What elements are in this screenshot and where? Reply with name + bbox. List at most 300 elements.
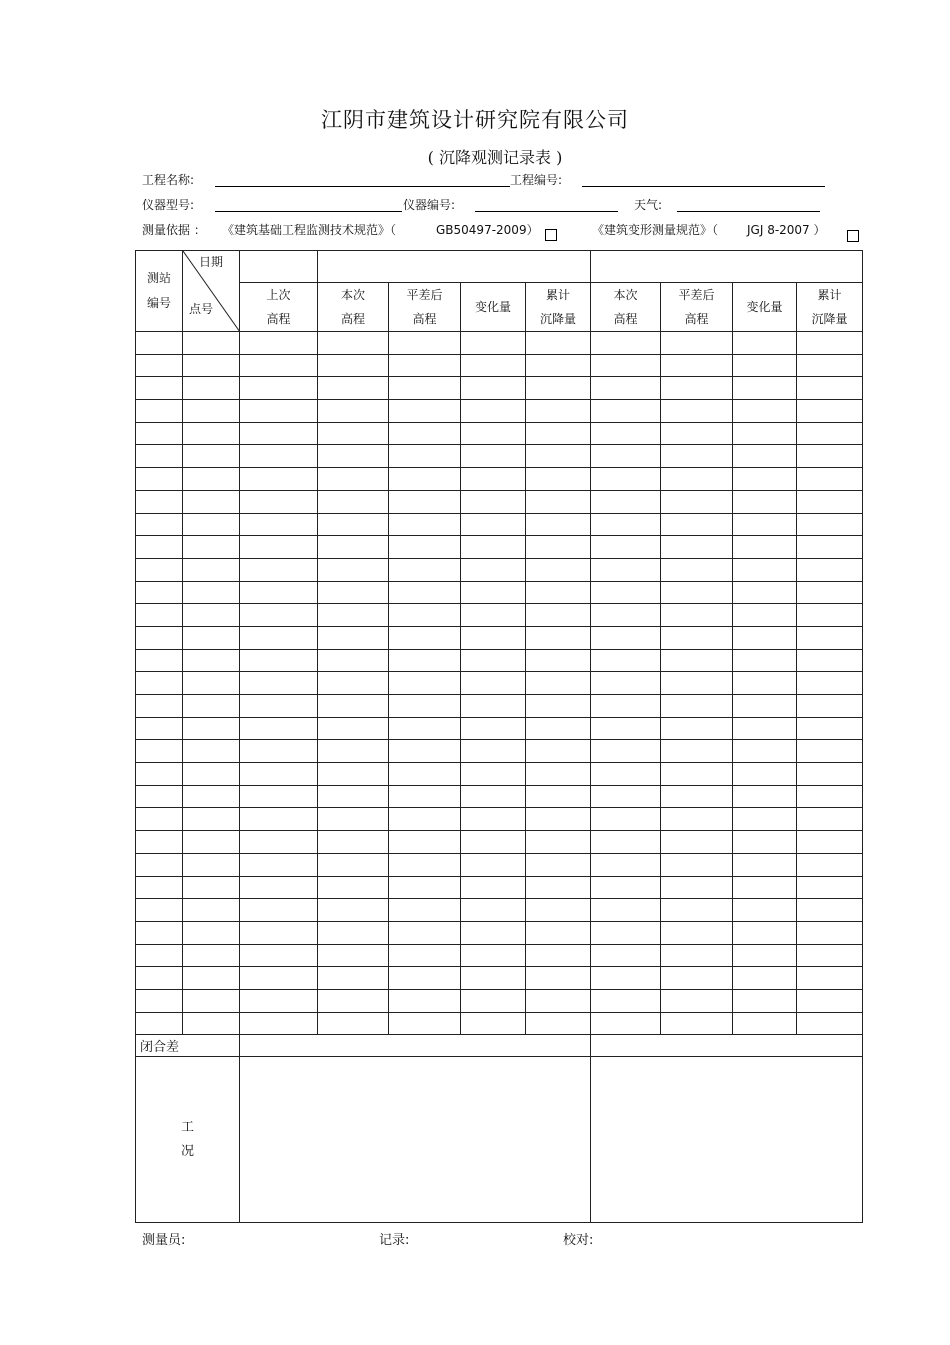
table-cell[interactable] [240,354,318,377]
table-cell[interactable] [183,445,240,468]
table-cell[interactable] [797,899,863,922]
table-cell[interactable] [526,921,591,944]
table-cell[interactable] [591,649,661,672]
table-cell[interactable] [591,422,661,445]
table-cell[interactable] [183,695,240,718]
table-cell[interactable] [183,332,240,355]
table-cell[interactable] [526,944,591,967]
table-cell[interactable] [183,649,240,672]
table-cell[interactable] [136,695,183,718]
condition-cell-2[interactable] [591,1057,863,1223]
table-cell[interactable] [389,695,461,718]
table-cell[interactable] [661,740,733,763]
table-cell[interactable] [591,1012,661,1035]
table-cell[interactable] [240,490,318,513]
table-cell[interactable] [183,468,240,491]
table-cell[interactable] [461,581,526,604]
table-cell[interactable] [797,763,863,786]
table-cell[interactable] [797,672,863,695]
table-cell[interactable] [591,445,661,468]
table-cell[interactable] [661,944,733,967]
table-cell[interactable] [183,717,240,740]
table-cell[interactable] [389,785,461,808]
table-cell[interactable] [183,626,240,649]
table-cell[interactable] [240,581,318,604]
table-cell[interactable] [661,422,733,445]
table-cell[interactable] [240,400,318,423]
table-cell[interactable] [591,876,661,899]
table-cell[interactable] [240,672,318,695]
table-cell[interactable] [661,672,733,695]
table-cell[interactable] [136,967,183,990]
table-cell[interactable] [183,831,240,854]
table-cell[interactable] [240,558,318,581]
table-cell[interactable] [318,626,389,649]
table-cell[interactable] [318,581,389,604]
table-cell[interactable] [318,989,389,1012]
table-cell[interactable] [461,354,526,377]
table-cell[interactable] [733,717,797,740]
table-cell[interactable] [240,808,318,831]
table-cell[interactable] [183,989,240,1012]
table-cell[interactable] [526,536,591,559]
table-cell[interactable] [526,695,591,718]
table-cell[interactable] [733,785,797,808]
table-cell[interactable] [797,377,863,400]
table-cell[interactable] [136,581,183,604]
table-cell[interactable] [136,558,183,581]
table-cell[interactable] [240,785,318,808]
table-cell[interactable] [733,695,797,718]
table-cell[interactable] [461,400,526,423]
table-cell[interactable] [183,785,240,808]
table-cell[interactable] [461,853,526,876]
table-cell[interactable] [389,740,461,763]
table-cell[interactable] [389,377,461,400]
table-cell[interactable] [136,899,183,922]
table-cell[interactable] [183,604,240,627]
table-cell[interactable] [461,626,526,649]
table-cell[interactable] [733,354,797,377]
table-cell[interactable] [661,967,733,990]
table-cell[interactable] [733,422,797,445]
table-cell[interactable] [733,831,797,854]
table-cell[interactable] [797,944,863,967]
table-cell[interactable] [733,468,797,491]
table-cell[interactable] [661,468,733,491]
table-cell[interactable] [136,853,183,876]
table-cell[interactable] [389,808,461,831]
table-cell[interactable] [389,831,461,854]
closure-error-cell-1[interactable] [240,1035,591,1057]
table-cell[interactable] [183,763,240,786]
table-cell[interactable] [240,536,318,559]
table-cell[interactable] [389,944,461,967]
table-cell[interactable] [733,377,797,400]
table-cell[interactable] [136,831,183,854]
project-name-field[interactable] [215,186,510,187]
table-cell[interactable] [733,672,797,695]
table-cell[interactable] [389,558,461,581]
table-cell[interactable] [526,876,591,899]
table-cell[interactable] [183,377,240,400]
table-cell[interactable] [136,785,183,808]
table-cell[interactable] [461,808,526,831]
project-no-field[interactable] [582,186,825,187]
table-cell[interactable] [461,785,526,808]
table-cell[interactable] [661,876,733,899]
table-cell[interactable] [136,490,183,513]
table-cell[interactable] [661,626,733,649]
table-cell[interactable] [389,1012,461,1035]
table-cell[interactable] [240,876,318,899]
table-cell[interactable] [240,989,318,1012]
table-cell[interactable] [461,332,526,355]
table-cell[interactable] [661,785,733,808]
table-cell[interactable] [461,649,526,672]
table-cell[interactable] [389,490,461,513]
table-cell[interactable] [136,445,183,468]
table-cell[interactable] [733,445,797,468]
table-cell[interactable] [318,967,389,990]
table-cell[interactable] [136,740,183,763]
date-cell-group-2[interactable] [591,251,863,283]
table-cell[interactable] [797,400,863,423]
table-cell[interactable] [733,853,797,876]
table-cell[interactable] [389,536,461,559]
table-cell[interactable] [733,944,797,967]
table-cell[interactable] [183,853,240,876]
table-cell[interactable] [389,604,461,627]
table-cell[interactable] [461,672,526,695]
table-cell[interactable] [591,490,661,513]
table-cell[interactable] [591,944,661,967]
table-cell[interactable] [389,672,461,695]
table-cell[interactable] [526,558,591,581]
table-cell[interactable] [591,717,661,740]
table-cell[interactable] [318,717,389,740]
table-cell[interactable] [183,1012,240,1035]
table-cell[interactable] [318,808,389,831]
table-cell[interactable] [318,536,389,559]
table-cell[interactable] [136,400,183,423]
table-cell[interactable] [526,831,591,854]
table-cell[interactable] [136,513,183,536]
table-cell[interactable] [797,604,863,627]
table-cell[interactable] [591,695,661,718]
table-cell[interactable] [797,649,863,672]
table-cell[interactable] [183,740,240,763]
table-cell[interactable] [461,967,526,990]
table-cell[interactable] [661,490,733,513]
table-cell[interactable] [240,626,318,649]
table-cell[interactable] [661,831,733,854]
table-cell[interactable] [318,332,389,355]
table-cell[interactable] [240,604,318,627]
table-cell[interactable] [461,468,526,491]
table-cell[interactable] [733,808,797,831]
table-cell[interactable] [797,717,863,740]
table-cell[interactable] [591,626,661,649]
table-cell[interactable] [733,581,797,604]
table-cell[interactable] [591,808,661,831]
condition-cell-1[interactable] [240,1057,591,1223]
table-cell[interactable] [389,921,461,944]
table-cell[interactable] [240,445,318,468]
table-cell[interactable] [318,785,389,808]
table-cell[interactable] [240,649,318,672]
table-cell[interactable] [389,626,461,649]
table-cell[interactable] [733,899,797,922]
table-cell[interactable] [461,831,526,854]
table-cell[interactable] [797,513,863,536]
table-cell[interactable] [526,354,591,377]
table-cell[interactable] [389,853,461,876]
table-cell[interactable] [461,445,526,468]
table-cell[interactable] [318,853,389,876]
table-cell[interactable] [318,1012,389,1035]
table-cell[interactable] [183,536,240,559]
table-cell[interactable] [318,445,389,468]
table-cell[interactable] [183,558,240,581]
table-cell[interactable] [183,672,240,695]
table-cell[interactable] [733,876,797,899]
table-cell[interactable] [183,808,240,831]
table-cell[interactable] [661,558,733,581]
table-cell[interactable] [183,422,240,445]
table-cell[interactable] [591,899,661,922]
table-cell[interactable] [461,899,526,922]
table-cell[interactable] [461,604,526,627]
table-cell[interactable] [183,513,240,536]
table-cell[interactable] [136,468,183,491]
table-cell[interactable] [661,332,733,355]
table-cell[interactable] [797,989,863,1012]
table-cell[interactable] [136,672,183,695]
table-cell[interactable] [526,967,591,990]
table-cell[interactable] [461,717,526,740]
table-cell[interactable] [240,1012,318,1035]
table-cell[interactable] [661,853,733,876]
table-cell[interactable] [661,513,733,536]
table-cell[interactable] [318,876,389,899]
table-cell[interactable] [183,876,240,899]
table-cell[interactable] [526,785,591,808]
table-cell[interactable] [733,536,797,559]
table-cell[interactable] [183,490,240,513]
table-cell[interactable] [526,490,591,513]
table-cell[interactable] [240,717,318,740]
table-cell[interactable] [733,558,797,581]
table-cell[interactable] [591,377,661,400]
table-cell[interactable] [136,332,183,355]
table-cell[interactable] [526,763,591,786]
table-cell[interactable] [461,536,526,559]
table-cell[interactable] [591,332,661,355]
table-cell[interactable] [240,763,318,786]
table-cell[interactable] [526,581,591,604]
table-cell[interactable] [797,808,863,831]
table-cell[interactable] [526,445,591,468]
table-cell[interactable] [797,695,863,718]
table-cell[interactable] [733,1012,797,1035]
table-cell[interactable] [526,740,591,763]
table-cell[interactable] [661,536,733,559]
table-cell[interactable] [733,921,797,944]
table-cell[interactable] [389,513,461,536]
table-cell[interactable] [797,1012,863,1035]
table-cell[interactable] [591,468,661,491]
table-cell[interactable] [733,490,797,513]
table-cell[interactable] [240,853,318,876]
table-cell[interactable] [240,332,318,355]
table-cell[interactable] [591,740,661,763]
table-cell[interactable] [136,536,183,559]
table-cell[interactable] [733,649,797,672]
table-cell[interactable] [526,989,591,1012]
table-cell[interactable] [389,763,461,786]
table-cell[interactable] [797,967,863,990]
table-cell[interactable] [183,944,240,967]
weather-field[interactable] [677,211,820,212]
table-cell[interactable] [526,604,591,627]
table-cell[interactable] [461,944,526,967]
table-cell[interactable] [318,513,389,536]
table-cell[interactable] [591,853,661,876]
table-cell[interactable] [797,921,863,944]
table-cell[interactable] [591,581,661,604]
table-cell[interactable] [240,899,318,922]
table-cell[interactable] [461,1012,526,1035]
table-cell[interactable] [461,989,526,1012]
table-cell[interactable] [240,513,318,536]
table-cell[interactable] [526,513,591,536]
table-cell[interactable] [733,967,797,990]
table-cell[interactable] [136,763,183,786]
table-cell[interactable] [461,558,526,581]
table-cell[interactable] [661,921,733,944]
table-cell[interactable] [461,876,526,899]
instrument-model-field[interactable] [215,211,402,212]
table-cell[interactable] [797,876,863,899]
table-cell[interactable] [389,332,461,355]
table-cell[interactable] [461,422,526,445]
table-cell[interactable] [240,422,318,445]
table-cell[interactable] [318,422,389,445]
table-cell[interactable] [389,967,461,990]
table-cell[interactable] [240,944,318,967]
table-cell[interactable] [183,967,240,990]
table-cell[interactable] [797,558,863,581]
table-cell[interactable] [797,626,863,649]
table-cell[interactable] [318,944,389,967]
table-cell[interactable] [461,490,526,513]
table-cell[interactable] [733,332,797,355]
table-cell[interactable] [797,468,863,491]
table-cell[interactable] [661,1012,733,1035]
table-cell[interactable] [526,649,591,672]
table-cell[interactable] [526,853,591,876]
table-cell[interactable] [526,717,591,740]
table-cell[interactable] [661,989,733,1012]
table-cell[interactable] [318,831,389,854]
table-cell[interactable] [318,763,389,786]
table-cell[interactable] [661,763,733,786]
table-cell[interactable] [389,649,461,672]
table-cell[interactable] [797,354,863,377]
table-cell[interactable] [526,899,591,922]
table-cell[interactable] [526,808,591,831]
table-cell[interactable] [661,377,733,400]
table-cell[interactable] [591,400,661,423]
table-cell[interactable] [318,672,389,695]
table-cell[interactable] [136,377,183,400]
table-cell[interactable] [661,808,733,831]
table-cell[interactable] [591,536,661,559]
table-cell[interactable] [661,717,733,740]
table-cell[interactable] [733,604,797,627]
table-cell[interactable] [318,377,389,400]
standard-2-checkbox[interactable] [847,230,859,242]
table-cell[interactable] [136,989,183,1012]
table-cell[interactable] [318,490,389,513]
instrument-no-field[interactable] [475,211,618,212]
table-cell[interactable] [240,377,318,400]
table-cell[interactable] [797,740,863,763]
table-cell[interactable] [661,445,733,468]
table-cell[interactable] [389,876,461,899]
table-cell[interactable] [591,672,661,695]
table-cell[interactable] [733,740,797,763]
table-cell[interactable] [318,558,389,581]
table-cell[interactable] [526,626,591,649]
table-cell[interactable] [240,695,318,718]
table-cell[interactable] [136,717,183,740]
table-cell[interactable] [733,513,797,536]
table-cell[interactable] [797,581,863,604]
table-cell[interactable] [797,490,863,513]
table-cell[interactable] [136,604,183,627]
table-cell[interactable] [136,921,183,944]
table-cell[interactable] [733,763,797,786]
table-cell[interactable] [461,695,526,718]
table-cell[interactable] [526,468,591,491]
table-cell[interactable] [526,400,591,423]
table-cell[interactable] [797,445,863,468]
table-cell[interactable] [136,876,183,899]
table-cell[interactable] [461,921,526,944]
table-cell[interactable] [526,332,591,355]
table-cell[interactable] [318,649,389,672]
table-cell[interactable] [389,581,461,604]
table-cell[interactable] [389,445,461,468]
table-cell[interactable] [661,604,733,627]
table-cell[interactable] [661,581,733,604]
table-cell[interactable] [240,740,318,763]
table-cell[interactable] [136,808,183,831]
table-cell[interactable] [733,989,797,1012]
table-cell[interactable] [733,626,797,649]
table-cell[interactable] [318,695,389,718]
table-cell[interactable] [591,967,661,990]
table-cell[interactable] [591,989,661,1012]
table-cell[interactable] [318,354,389,377]
table-cell[interactable] [591,354,661,377]
table-cell[interactable] [183,400,240,423]
table-cell[interactable] [183,354,240,377]
table-cell[interactable] [389,989,461,1012]
table-cell[interactable] [318,400,389,423]
